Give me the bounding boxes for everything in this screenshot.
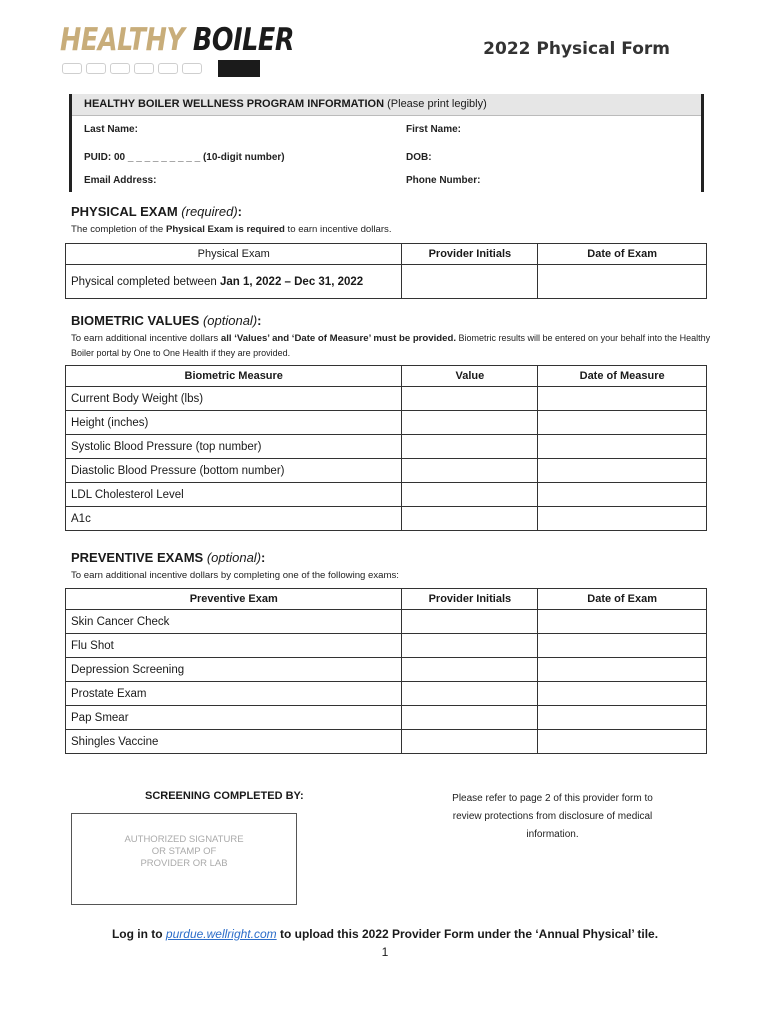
physical-exam-description bbox=[71, 222, 721, 237]
program-info-heading bbox=[72, 94, 701, 116]
column-header: Date of Exam bbox=[538, 589, 707, 610]
biometric-label: A1c bbox=[66, 507, 402, 531]
info-row-contact bbox=[84, 175, 701, 186]
biometric-heading: BIOMETRIC VALUES (optional): bbox=[71, 313, 262, 328]
biometric-label: Current Body Weight (lbs) bbox=[66, 387, 402, 411]
column-header: Date of Exam bbox=[538, 244, 707, 265]
provider-initials-cell[interactable] bbox=[402, 265, 538, 299]
info-row-name bbox=[84, 124, 701, 135]
signature-placeholder bbox=[72, 834, 296, 870]
date-of-measure-cell[interactable] bbox=[538, 483, 707, 507]
value-cell[interactable] bbox=[402, 459, 538, 483]
column-header bbox=[66, 589, 402, 610]
logo-icon bbox=[182, 63, 202, 74]
table-row bbox=[66, 610, 707, 634]
logo-icon bbox=[86, 63, 106, 74]
preventive-table bbox=[65, 588, 707, 754]
provider-initials-cell[interactable] bbox=[402, 634, 538, 658]
biometric-desc-bold: all ‘Values’ and ‘Date of Measure’ must be provided. bbox=[220, 333, 456, 344]
biometric-note: (optional) bbox=[202, 313, 258, 328]
table-row bbox=[66, 459, 707, 483]
biometric-description bbox=[71, 331, 721, 361]
program-info-note: (Please print legibly) bbox=[387, 98, 487, 110]
signature-placeholder-line: AUTHORIZED SIGNATURE bbox=[124, 834, 244, 845]
biometric-label: Diastolic Blood Pressure (bottom number) bbox=[66, 459, 402, 483]
table-row bbox=[66, 634, 707, 658]
table-row bbox=[66, 706, 707, 730]
physical-row-dates: Jan 1, 2022 – Dec 31, 2022 bbox=[219, 275, 364, 288]
table-row bbox=[66, 483, 707, 507]
dob-field[interactable]: DOB: bbox=[406, 152, 432, 163]
physical-row-text: Physical completed between bbox=[71, 275, 220, 288]
preventive-heading: PREVENTIVE EXAMS (optional): bbox=[71, 550, 266, 565]
date-of-measure-cell[interactable] bbox=[538, 411, 707, 435]
disclosure-note: Please refer to page 2 of this provider form to review protections from disclosure of medical information. bbox=[452, 793, 653, 840]
date-of-exam-cell[interactable] bbox=[538, 265, 707, 299]
table-row bbox=[66, 411, 707, 435]
physical-exam-table bbox=[65, 243, 707, 299]
table-row bbox=[66, 682, 707, 706]
preventive-label: Shingles Vaccine bbox=[66, 730, 402, 754]
date-of-exam-cell[interactable] bbox=[538, 682, 707, 706]
date-of-measure-cell[interactable] bbox=[538, 507, 707, 531]
date-of-exam-cell[interactable] bbox=[538, 730, 707, 754]
biometric-label: LDL Cholesterol Level bbox=[66, 483, 402, 507]
column-header-text: Preventive Exam bbox=[189, 593, 278, 605]
biometric-table bbox=[65, 365, 707, 531]
logo-icon bbox=[110, 63, 130, 74]
column-header bbox=[66, 366, 402, 387]
page-number: 1 bbox=[381, 945, 389, 959]
table-row bbox=[66, 730, 707, 754]
biometric-label: Systolic Blood Pressure (top number) bbox=[66, 435, 402, 459]
preventive-title: PREVENTIVE EXAMS bbox=[71, 550, 204, 565]
date-of-exam-cell[interactable] bbox=[538, 658, 707, 682]
screening-completed-by-label: SCREENING COMPLETED BY: bbox=[145, 790, 304, 802]
logo-icon bbox=[158, 63, 178, 74]
date-of-exam-cell[interactable] bbox=[538, 706, 707, 730]
biometric-desc-small: Biometric results will be entered on your behalf into the Healthy Boiler portal by One to One Health if they are provided. bbox=[71, 333, 711, 358]
date-of-measure-cell[interactable] bbox=[538, 435, 707, 459]
provider-initials-cell[interactable] bbox=[402, 730, 538, 754]
logo-badge bbox=[218, 60, 260, 77]
preventive-label: Depression Screening bbox=[66, 658, 402, 682]
provider-initials-cell[interactable] bbox=[402, 658, 538, 682]
value-cell[interactable] bbox=[402, 411, 538, 435]
preventive-description: To earn additional incentive dollars by completing one of the following exams: bbox=[71, 570, 399, 581]
value-cell[interactable] bbox=[402, 387, 538, 411]
signature-placeholder-line: OR STAMP OF bbox=[151, 846, 217, 857]
form-title: 2022 Physical Form bbox=[483, 39, 670, 59]
physical-desc-text: The completion of the bbox=[71, 224, 166, 235]
first-name-field[interactable]: First Name: bbox=[406, 124, 462, 135]
physical-exam-note: (required) bbox=[181, 204, 238, 219]
provider-initials-cell[interactable] bbox=[402, 610, 538, 634]
biometric-label: Height (inches) bbox=[66, 411, 402, 435]
table-row bbox=[66, 435, 707, 459]
logo-part-healthy: HEALTHY bbox=[60, 22, 185, 58]
upload-instruction bbox=[0, 927, 770, 941]
upload-instruction-text: Log in to bbox=[111, 927, 166, 941]
preventive-label: Prostate Exam bbox=[66, 682, 402, 706]
phone-field[interactable]: Phone Number: bbox=[406, 175, 481, 186]
column-header: Provider Initials bbox=[402, 244, 538, 265]
info-row-id bbox=[84, 152, 701, 163]
column-header-text: Biometric Measure bbox=[184, 370, 283, 382]
logo-icon bbox=[62, 63, 82, 74]
wellright-link[interactable]: purdue.wellright.com bbox=[165, 927, 277, 941]
preventive-label: Pap Smear bbox=[66, 706, 402, 730]
table-row bbox=[66, 387, 707, 411]
physical-exam-title: PHYSICAL EXAM bbox=[71, 204, 178, 219]
program-info-title: HEALTHY BOILER WELLNESS PROGRAM INFORMATION bbox=[84, 98, 385, 110]
table-row bbox=[66, 265, 707, 299]
date-of-exam-cell[interactable] bbox=[538, 610, 707, 634]
column-header: Provider Initials bbox=[402, 589, 538, 610]
preventive-label: Flu Shot bbox=[66, 634, 402, 658]
table-row bbox=[66, 507, 707, 531]
biometric-title: BIOMETRIC VALUES bbox=[71, 313, 200, 328]
date-of-exam-cell[interactable] bbox=[538, 634, 707, 658]
physical-exam-heading: PHYSICAL EXAM (required): bbox=[71, 204, 242, 219]
logo-part-boiler: BOILER bbox=[192, 22, 295, 58]
signature-box[interactable] bbox=[71, 813, 297, 905]
table-header-row bbox=[66, 366, 707, 387]
table-row bbox=[66, 658, 707, 682]
provider-initials-cell[interactable] bbox=[402, 706, 538, 730]
date-of-measure-cell[interactable] bbox=[538, 459, 707, 483]
value-cell[interactable] bbox=[402, 507, 538, 531]
logo bbox=[60, 22, 294, 58]
date-of-measure-cell[interactable] bbox=[538, 387, 707, 411]
column-header: Date of Measure bbox=[538, 366, 707, 387]
program-info-box bbox=[69, 94, 704, 192]
physical-exam-label bbox=[66, 265, 402, 299]
signature-placeholder-line: PROVIDER OR LAB bbox=[140, 858, 228, 869]
upload-instruction-text-end: to upload this 2022 Provider Form under the ‘Annual Physical’ tile. bbox=[276, 927, 659, 941]
puid-field[interactable]: PUID: 00 _ _ _ _ _ _ _ _ _ (10-digit number) bbox=[84, 152, 285, 163]
provider-initials-cell[interactable] bbox=[402, 682, 538, 706]
table-header-row bbox=[66, 589, 707, 610]
physical-desc-bold: Physical Exam is required bbox=[165, 224, 285, 235]
biometric-desc-text: To earn additional incentive dollars bbox=[71, 333, 221, 344]
last-name-field[interactable]: Last Name: bbox=[84, 124, 138, 135]
logo-icons bbox=[62, 63, 222, 77]
column-header: Value bbox=[402, 366, 538, 387]
value-cell[interactable] bbox=[402, 483, 538, 507]
table-header-row bbox=[66, 244, 707, 265]
preventive-note: (optional) bbox=[206, 550, 262, 565]
email-field[interactable]: Email Address: bbox=[84, 175, 157, 186]
column-header: Physical Exam bbox=[66, 244, 402, 265]
value-cell[interactable] bbox=[402, 435, 538, 459]
physical-desc-text-end: to earn incentive dollars. bbox=[284, 224, 392, 235]
logo-icon bbox=[134, 63, 154, 74]
preventive-label: Skin Cancer Check bbox=[66, 610, 402, 634]
